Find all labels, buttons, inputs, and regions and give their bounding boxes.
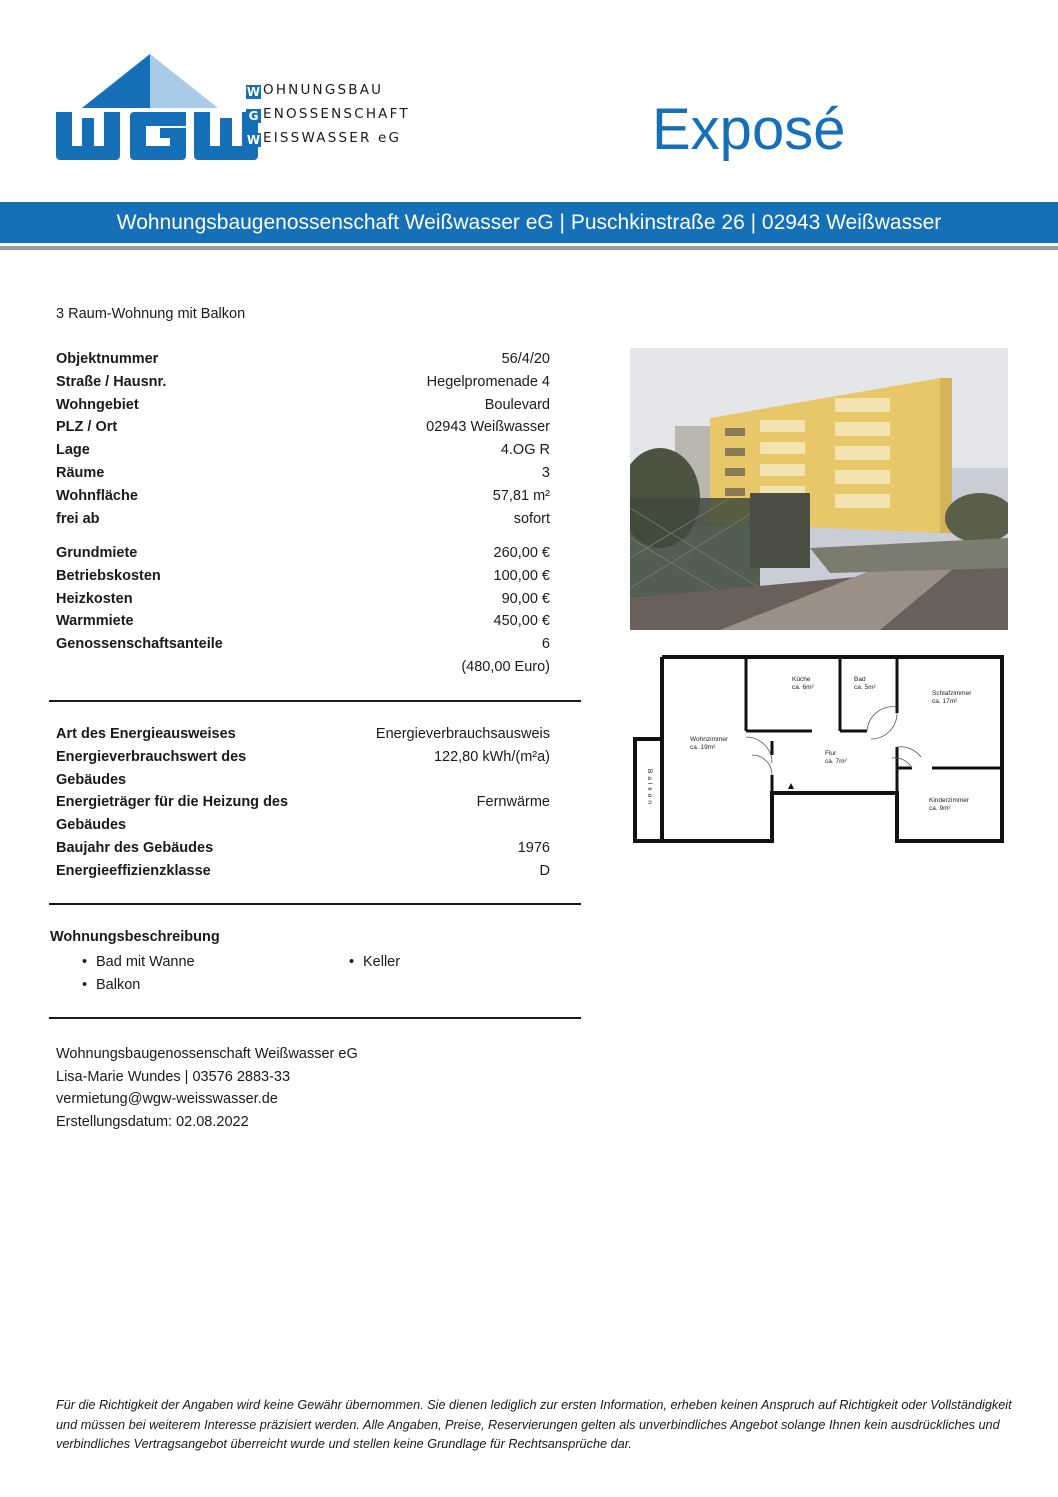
room-label-hall: Flur xyxy=(825,750,837,757)
logo-line-2: G ENOSSENSCHAFT xyxy=(246,102,410,126)
room-area-childroom: ca. 9m² xyxy=(929,805,951,812)
logo-wordmark xyxy=(246,78,410,150)
section-divider xyxy=(49,1017,581,1019)
description-title: Wohnungsbeschreibung xyxy=(50,929,220,945)
floor-plan xyxy=(632,655,1006,845)
section-divider xyxy=(49,700,581,702)
list-item: • Balkon xyxy=(82,974,195,997)
room-label-kitchen: Küche xyxy=(792,676,811,683)
energy-row: Energieverbrauchswert des Gebäudes 122,80 kWh/(m²a) xyxy=(56,748,550,788)
room-area-bath: ca. 5m² xyxy=(854,684,876,691)
detail-row: PLZ / Ort 02943 Weißwasser xyxy=(56,419,550,436)
logo-roof-dark xyxy=(82,54,150,108)
listing-subtitle: 3 Raum-Wohnung mit Balkon xyxy=(56,306,246,322)
building-photo xyxy=(630,348,1008,630)
room-area-living: ca. 19m² xyxy=(690,744,716,751)
room-area-hall: ca. 7m² xyxy=(825,758,847,765)
room-label-bath: Bad xyxy=(854,676,866,683)
cost-row: Genossenschaftsanteile 6 xyxy=(56,636,550,653)
detail-row: Straße / Hausnr. Hegelpromenade 4 xyxy=(56,373,550,390)
address-banner: Wohnungsbaugenossenschaft Weißwasser eG | Puschkinstraße 26 | 02943 Weißwasser xyxy=(0,202,1058,243)
detail-row: Lage 4.OG R xyxy=(56,442,550,459)
balcony-label: Balkon xyxy=(646,769,653,807)
feature-list-left xyxy=(82,951,195,997)
detail-row: Objektnummer 56/4/20 xyxy=(56,351,550,367)
detail-row: Räume 3 xyxy=(56,464,550,481)
legal-disclaimer: Für die Richtigkeit der Angaben wird keine Gewähr übernommen. Sie dienen lediglich zur ersten Information, erheben keinen Anspruch auf Richtigkeit oder Vollständigkeit und müssen bei weiterem Interesse präzisiert werden. Alle Angaben, Preise, Reservierungen gelten als unverbindliches Angebot solange Ihnen kein ausdrückliches und verbindliches Vertragsangebot überreicht wurde und stellen keine Grundlage für Rechtsansprüche dar. xyxy=(56,1398,1012,1451)
detail-row: Wohngebiet Boulevard xyxy=(56,396,550,413)
list-item: • Keller xyxy=(349,951,400,974)
energy-row: Energieeffizienzklasse D xyxy=(56,862,550,879)
document-title: Exposé xyxy=(652,97,846,162)
room-area-bedroom: ca. 17m² xyxy=(932,698,958,705)
contact-person: Lisa-Marie Wundes | 03576 2883-33 xyxy=(56,1068,291,1085)
energy-row: Baujahr des Gebäudes 1976 xyxy=(56,839,550,856)
energy-row: Energieträger für die Heizung des Gebäudes Fernwärme xyxy=(56,794,550,834)
banner-divider xyxy=(0,246,1058,250)
contact-block xyxy=(56,1043,358,1134)
room-label-bedroom: Schlafzimmer xyxy=(932,690,972,697)
object-details xyxy=(56,348,550,530)
detail-row: frei ab sofort xyxy=(56,510,550,527)
energy-row: Art des Energieausweises Energieverbrauchsausweis xyxy=(56,726,550,742)
contact-company: Wohnungsbaugenossenschaft Weißwasser eG xyxy=(56,1046,358,1062)
logo-letters xyxy=(56,112,258,160)
cost-row: (480,00 Euro) xyxy=(461,658,550,675)
cost-row: Grundmiete 260,00 € xyxy=(56,545,550,561)
detail-row: Wohnfläche 57,81 m² xyxy=(56,487,550,504)
cost-row: Heizkosten 90,00 € xyxy=(56,590,550,607)
creation-date: Erstellungsdatum: 02.08.2022 xyxy=(56,1114,249,1131)
section-divider xyxy=(49,903,581,905)
list-item: • Bad mit Wanne xyxy=(82,951,195,974)
feature-list-right xyxy=(349,951,400,974)
cost-row: Betriebskosten 100,00 € xyxy=(56,567,550,584)
contact-email: vermietung@wgw-weisswasser.de xyxy=(56,1091,278,1108)
room-label-living: Wohnzimmer xyxy=(690,736,729,743)
cost-row: Warmmiete 450,00 € xyxy=(56,613,550,630)
room-label-childroom: Kinderzimmer xyxy=(929,797,970,804)
room-area-kitchen: ca. 6m² xyxy=(792,684,814,691)
logo-line-1: W OHNUNGSBAU xyxy=(246,82,384,99)
logo-line-3: W EISSWASSER eG xyxy=(246,130,402,147)
cost-details xyxy=(56,542,550,679)
energy-details xyxy=(56,723,550,883)
